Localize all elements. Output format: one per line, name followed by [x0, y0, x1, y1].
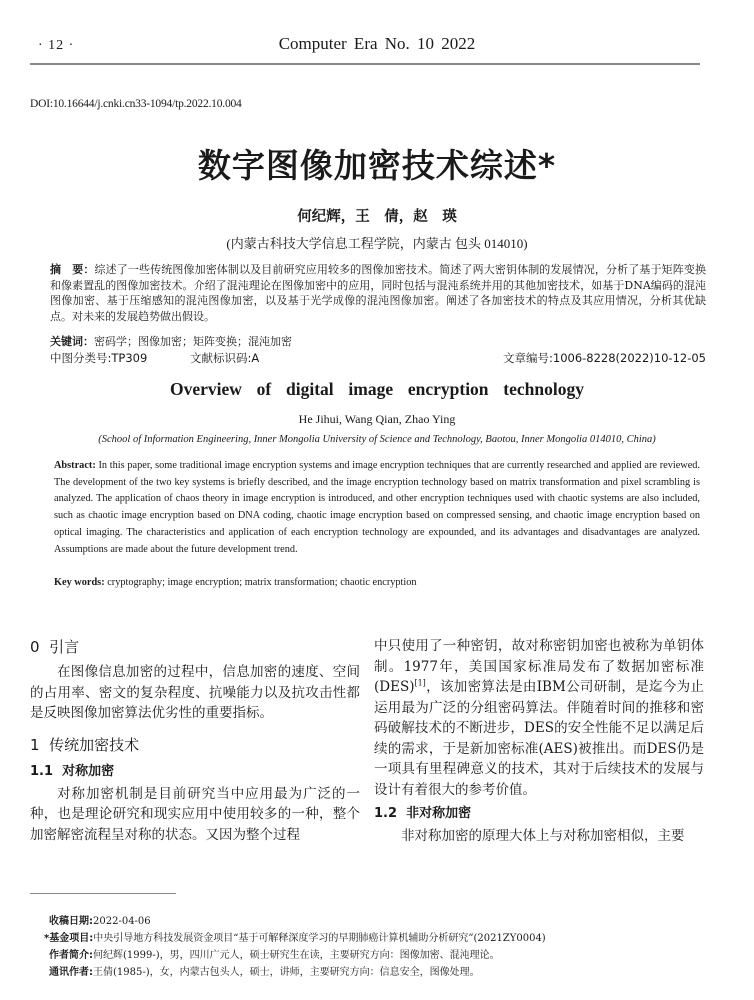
- abstract-english-text: In this paper, some traditional image encryption systems and image encryption techniques that are currently researched and applied are reviewed. The development of the two key systems is briefly described, and the image encryption technology based on matrix transformation and pixel scrambling is analyzed. The application of chaos theory in image encryption is introduced, and other encryption techniques used with chaotic systems are also included, such as chaotic image encryption based on DNA coding, chaotic image encryption based on compressed sensing, and chaotic image encryption based on optical imaging. The characteristics and application of each encryption technology are expounded, and its advantages and disadvantages are analyzed. Assumptions are made about the future development trend.: [54, 460, 700, 555]
- title-chinese: 数字图像加密技术综述*: [197, 146, 557, 185]
- footnote-corresponding-author: [49, 964, 480, 982]
- keywords-english: [54, 575, 700, 592]
- footnote-fund: [44, 930, 546, 948]
- title-english: Overview of digital image encryption technology: [170, 379, 584, 399]
- journal-header: Computer Era No. 10 2022: [278, 34, 476, 53]
- corresponding-label: 通讯作者:: [49, 967, 93, 978]
- clc-number: 中图分类号:TP309: [50, 351, 148, 365]
- affiliation-chinese: (内蒙古科技大学信息工程学院，内蒙古 包头 014010): [226, 236, 528, 251]
- keywords-english-text: cryptography; image encryption; matrix transformation; chaotic encryption: [104, 577, 417, 588]
- authors-chinese: 何纪辉，王 倩，赵 瑛: [297, 209, 457, 225]
- affiliation-english: (School of Information Engineering, Inner Mongolia University of Science and Technology, Baotou, Inner Mongolia 014010, China): [98, 434, 656, 445]
- section-heading-traditional-encryption: 1 传统加密技术: [30, 735, 140, 754]
- keywords-chinese-text: 密码学；图像加密；矩阵变换；混沌加密: [94, 335, 292, 348]
- keywords-chinese-label: 关键词：: [50, 335, 94, 348]
- document-code: 文献标识码:A: [190, 351, 260, 365]
- footnote-divider: [30, 893, 176, 894]
- author-bio-label: 作者简介:: [49, 950, 93, 961]
- subsection-heading-symmetric: 1.1 对称加密: [30, 763, 115, 779]
- header-divider: [30, 63, 700, 65]
- received-value: 2022-04-06: [93, 916, 151, 927]
- keywords-chinese: [50, 334, 706, 350]
- footnote-received-date: [49, 913, 151, 931]
- abstract-chinese-label: 摘 要：: [50, 263, 95, 276]
- abstract-chinese: [50, 262, 706, 324]
- received-label: 收稿日期:: [49, 916, 93, 927]
- footnote-author-bio: [49, 947, 500, 965]
- subsection-heading-asymmetric: 1.2 非对称加密: [374, 806, 472, 821]
- body-column-left: [30, 636, 360, 849]
- authors-english: He Jihui, Wang Qian, Zhao Ying: [298, 412, 456, 426]
- body-column-right: [374, 636, 704, 851]
- paragraph-symmetric-text-b: ，该加密算法是由IBM公司研制，是迄今为止运用最为广泛的分组密码算法。伴随着时间的推移和密码破解技术的不断进步，DES的安全性能不足以满足后续的需求，于是新加密标准(AES)被推出。而DES仍是一项具有里程碑意义的技术，其对于后续技术的发展与设计有着很大的参考价值。: [374, 679, 704, 798]
- keywords-english-label: Key words:: [54, 577, 105, 588]
- paragraph-asymmetric: 非对称加密的原理大体上与对称加密相似，主要: [401, 828, 685, 844]
- author-bio-value: 何纪辉(1999-)，男，四川广元人，硕士研究生在读，主要研究方向：图像加密、混沌理论。: [93, 950, 500, 961]
- fund-value: 中央引导地方科技发展资金项目“基于可解释深度学习的早期肺癌计算机辅助分析研究”(2021ZY0004): [93, 933, 546, 944]
- paragraph-symmetric-start: 对称加密机制是目前研究当中应用最为广泛的一种，也是理论研究和现实应用中使用较多的一种，整个加密解密流程呈对称的状态。又因为整个过程: [30, 785, 360, 843]
- page-number: · 12 ·: [38, 38, 75, 53]
- fund-label: *基金项目:: [44, 933, 94, 944]
- section-heading-introduction: 0 引言: [30, 638, 80, 656]
- article-number: 文章编号:1006-8228(2022)10-12-05: [503, 351, 706, 365]
- paragraph-introduction: 在图像信息加密的过程中，信息加密的速度、空间的占用率、密文的复杂程度、抗噪能力以及抗攻击性都是反映图像加密算法优劣性的重要指标。: [30, 664, 360, 721]
- paragraph-symmetric-continued: [374, 636, 704, 800]
- citation-ref[interactable]: [1]: [414, 678, 426, 688]
- corresponding-value: 王倩(1985-)，女，内蒙古包头人，硕士，讲师，主要研究方向：信息安全，图像处理。: [93, 967, 480, 978]
- abstract-english: [54, 458, 700, 558]
- abstract-english-label: Abstract:: [54, 460, 96, 471]
- paragraph-symmetric-text-a: 中只使用了一种密钥，故对称密钥加密也被称为单钥体制。1977年，美国国家标准局发布了数据加密标准(DES): [374, 638, 704, 695]
- classification-row: [50, 350, 706, 366]
- abstract-chinese-text: 综述了一些传统图像加密体制以及目前研究应用较多的图像加密技术。简述了两大密钥体制的发展情况，分析了基于矩阵变换和像素置乱的图像加密技术。介绍了混沌理论在图像加密中的应用，同时包括与混沌系统并用的其他加密技术，如基于DNA编码的混沌图像加密、基于压缩感知的混沌图像加密，以及基于光学成像的混沌图像加密。阐述了各加密技术的特点及其应用情况，分析其优缺点。对未来的发展趋势做出假设。: [50, 263, 706, 323]
- doi: DOI:10.16644/j.cnki.cn33-1094/tp.2022.10.004: [30, 98, 242, 110]
